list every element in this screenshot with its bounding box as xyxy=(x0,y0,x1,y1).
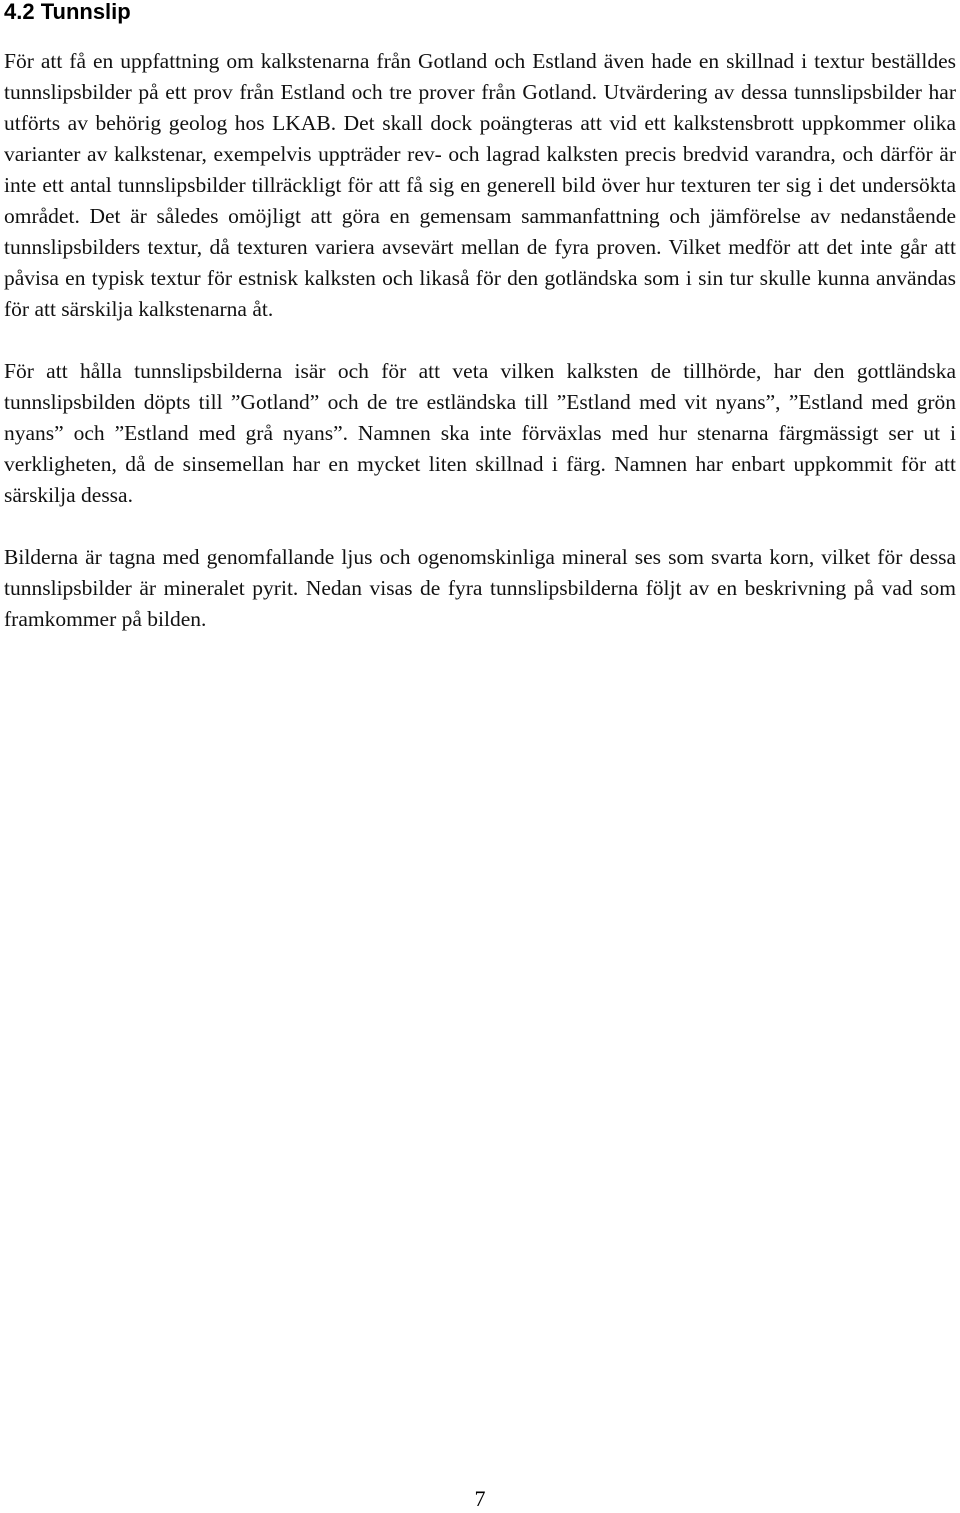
paragraph-sample-naming: För att hålla tunnslipsbilderna isär och för att veta vilken kalksten de tillhörde, har den gottländska tunnslipsbilden döpts till ”Gotland” och de tre estländska till ”Estland med vit nyans”, ”Estland med grön nyans” och ”Estland med grå nyans”. Namnen ska inte förväxlas med hur stenarna färgmässigt ser ut i verkligheten, då de sinsemellan har en mycket liten skillnad i färg. Namnen har enbart uppkommit för att särskilja dessa. xyxy=(4,359,956,507)
section-heading: 4.2 Tunnslip xyxy=(4,0,131,24)
body-text xyxy=(4,46,956,666)
page-number: 7 xyxy=(474,1486,486,1511)
paragraph-image-method: Bilderna är tagna med genomfallande ljus och ogenomskinliga mineral ses som svarta korn, vilket för dessa tunnslipsbilder är mineralet pyrit. Nedan visas de fyra tunnslipsbilderna följt av en beskrivning på vad som framkommer på bilden. xyxy=(4,545,956,631)
paragraph-texture-evaluation: För att få en uppfattning om kalkstenarna från Gotland och Estland även hade en skillnad i textur beställdes tunnslipsbilder på ett prov från Estland och tre prover från Gotland. Utvärdering av dessa tunnslipsbilder har utförts av behörig geolog hos LKAB. Det skall dock poängteras att vid ett kalkstensbrott uppkommer olika varianter av kalkstenar, exempelvis uppträder rev- och lagrad kalksten precis bredvid varandra, och därför är inte ett antal tunnslipsbilder tillräckligt för att få sig en generell bild över hur texturen ter sig i det undersökta området. Det är således omöjligt att göra en gemensam sammanfattning och jämförelse av nedanstående tunnslipsbilders textur, då texturen variera avsevärt mellan de fyra proven. Vilket medför att det inte går att påvisa en typisk textur för estnisk kalksten och likaså för den gotländska som i sin tur skulle kunna användas för att särskilja kalkstenarna åt. xyxy=(4,49,956,321)
